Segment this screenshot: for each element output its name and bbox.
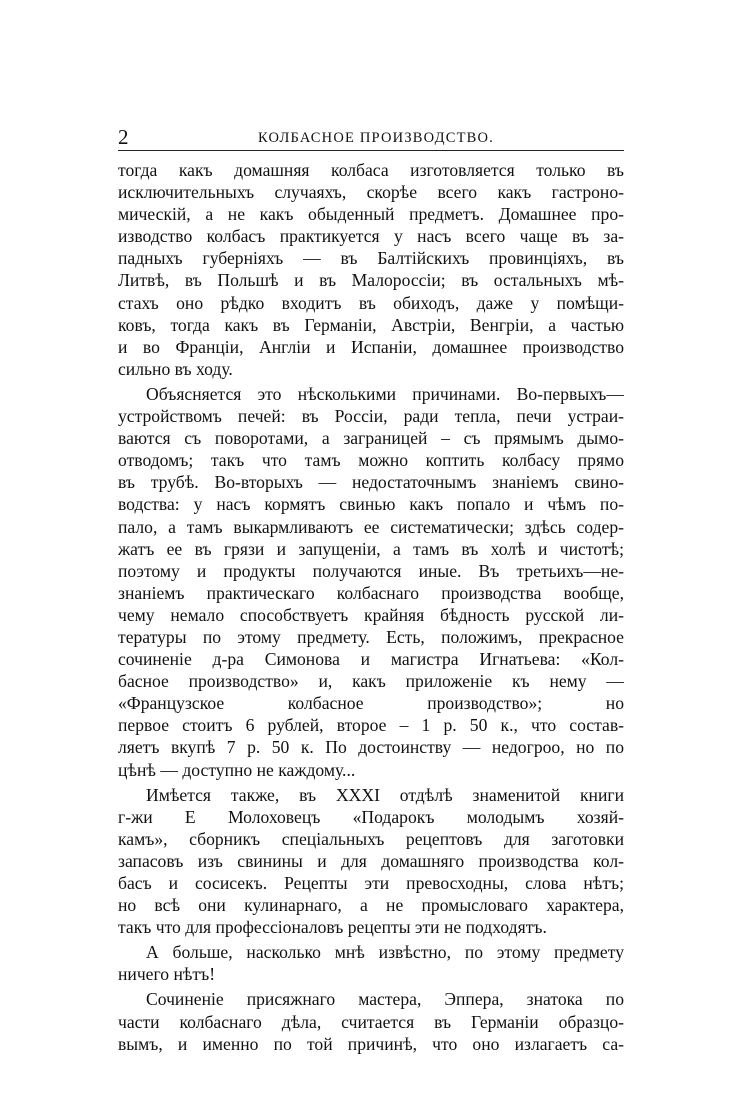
text-line: запасовъ изъ свинины и для домашняго производства кол-	[118, 850, 624, 871]
text-line: исключительныхъ случаяхъ, скорѣе всего какъ гастроно-	[118, 182, 624, 203]
text-line: Литвѣ, въ Польшѣ и въ Малороссіи; въ остальныхъ мѣ-	[118, 270, 624, 291]
paragraph	[118, 383, 624, 781]
book-page	[118, 124, 624, 1058]
text-line: части колбаснаго дѣла, считается въ Германіи образцо-	[118, 1011, 624, 1032]
text-line: тературы по этому предмету. Есть, положимъ, прекрасное	[118, 626, 624, 647]
text-line: цѣнѣ — доступно не каждому...	[118, 759, 356, 780]
text-line: ляетъ вкупѣ 7 р. 50 к. По достоинству — недогроо, но по	[118, 737, 624, 758]
text-line: водства: у насъ кормятъ свинью какъ попало и чѣмъ по-	[118, 494, 624, 515]
page-header	[118, 124, 624, 151]
text-line: мическій, а не какъ обыденный предметъ. Домашнее про-	[118, 204, 624, 225]
text-line: но всѣ они кулинарнаго, а не промысловаго характера,	[118, 895, 624, 916]
text-line: такъ что для профессіоналовъ рецепты эти не подходятъ.	[118, 917, 547, 938]
running-head: КОЛБАСНОЕ ПРОИЗВОДСТВО.	[258, 130, 495, 146]
paragraph	[118, 159, 624, 380]
paragraph	[118, 988, 624, 1054]
text-line: камъ», сборникъ спеціальныхъ рецептовъ для заготовки	[118, 828, 624, 849]
text-line: отводомъ; такъ что тамъ можно коптить колбасу прямо	[118, 450, 624, 471]
page-number: 2	[118, 125, 129, 149]
text-line: изводство колбасъ практикуется у насъ всего чаще въ за-	[118, 226, 624, 247]
text-line: ковъ, тогда какъ въ Германіи, Австріи, Венгріи, а частью	[118, 314, 624, 335]
text-line: басъ и сосисекъ. Рецепты эти превосходны, слова нѣтъ;	[118, 873, 624, 893]
text-line: Объясняется это нѣсколькими причинами. Во-первыхъ—	[146, 383, 624, 404]
text-line: сочиненіе д-ра Симонова и магистра Игнатьева: «Кол-	[118, 649, 624, 670]
text-line: тогда какъ домашняя колбаса изготовляется только въ	[118, 160, 624, 180]
text-line: жатъ ее въ грязи и запущеніи, а тамъ въ холѣ и чистотѣ;	[118, 538, 624, 559]
text-line: г-жи Е Молоховецъ «Подарокъ молодымъ хозяй-	[118, 806, 624, 827]
text-line: падныхъ губерніяхъ — въ Балтійскихъ провинціяхъ, въ	[118, 248, 624, 269]
text-line: ваются съ поворотами, а заграницей – съ прямымъ дымо-	[118, 428, 624, 449]
text-line: устройствомъ печей: въ Россіи, ради тепла, печи устраи-	[118, 406, 624, 427]
text-line: въ трубѣ. Во-вторыхъ — недостаточнымъ знаніемъ свино-	[118, 472, 624, 493]
body-text	[118, 159, 624, 1055]
text-line: пало, а тамъ выкармливаютъ ее систематически; здѣсь содер-	[118, 516, 624, 537]
text-line: и во Франціи, Англіи и Испаніи, домашнее производство	[118, 336, 624, 357]
text-line: стахъ оно рѣдко входитъ въ обиходъ, даже у помѣщи-	[118, 292, 624, 313]
text-line: А больше, насколько мнѣ извѣстно, по этому предмету	[146, 942, 624, 963]
text-line: поэтому и продукты получаются иные. Въ третьихъ—не-	[118, 560, 624, 581]
text-line: Имѣется также, въ XXXI отдѣлѣ знаменитой книги	[146, 784, 624, 805]
text-line: Сочиненіе присяжнаго мастера, Эппера, знатока по	[146, 989, 624, 1010]
text-line: чему немало способствуетъ крайняя бѣдность русской ли-	[118, 604, 624, 625]
text-line: первое стоитъ 6 рублей, второе – 1 р. 50 к., что состав-	[118, 715, 624, 736]
text-line: знаніемъ практическаго колбаснаго производства вообще,	[118, 582, 624, 603]
paragraph	[118, 941, 624, 985]
paragraph	[118, 784, 624, 939]
text-line: «Французское колбасное производство»; но	[118, 693, 624, 714]
text-line: сильно въ ходу.	[118, 358, 233, 379]
text-line: вымъ, и именно по той причинѣ, что оно излагаетъ са-	[118, 1033, 624, 1054]
text-line: басное производство» и, какъ приложеніе къ нему —	[118, 671, 624, 692]
text-line: ничего нѣтъ!	[118, 964, 216, 985]
